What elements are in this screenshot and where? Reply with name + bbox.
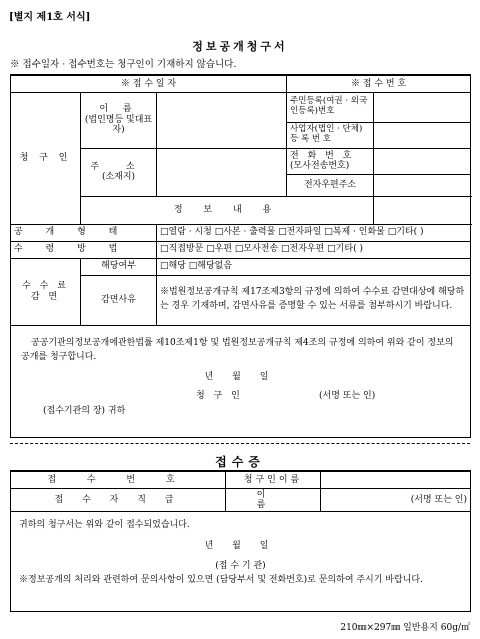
application-table (10, 74, 471, 438)
name-field[interactable] (157, 92, 287, 148)
content-label: 정 보 내 용 (81, 196, 374, 224)
statement-text: 공공기관의정보공개에관한법률 제10조제1항 및 법원정보공개규칙 제4조의 규정에 의하여 위와 같이 정보의 공개를 청구합니다. (21, 337, 454, 362)
receiver-title-label: 접 수 자 직 급 (11, 488, 226, 512)
fee-reason-text: ※법원정보공개규칙 제17조제3항의 규정에 의하여 수수료 감면대상에 해당하는 경우 기재하며, 감면사유를 증명할 수 있는 서류를 첨부하시기 바랍니다. (157, 275, 471, 325)
receiver-signature: (서명 또는 인) (321, 488, 471, 512)
fee-label: 수 수 료 감 면 (11, 258, 81, 325)
name-sub-label: (법인명등 및대표자) (84, 114, 153, 136)
address-field[interactable] (157, 148, 287, 196)
claimant-row (21, 391, 460, 403)
phone-field[interactable] (374, 148, 471, 174)
receipt-number-label: ※ 접 수 번 호 (287, 75, 471, 92)
form-type-options[interactable]: □열람 · 시청 □사본 · 출력물 □전자파일 □복제 · 인화물 □기타( ) (157, 224, 471, 241)
id-number-field[interactable] (374, 92, 471, 122)
receive-method-label: 수 령 방 법 (11, 241, 157, 258)
email-field[interactable] (374, 174, 471, 196)
applicant-name-field[interactable] (321, 471, 471, 488)
receiver-name-label: 이 름 (226, 488, 321, 512)
receipt-notice: ※정보공개의 처리와 관련하여 문의사항이 있으면 (담당부서 및 전화번호)로 문의하여 주시기 바랍니다. (19, 575, 423, 586)
content-field[interactable] (374, 196, 471, 224)
receipt-date-label: ※ 접 수 일 자 (11, 75, 287, 92)
fee-reason-label: 감면사유 (81, 275, 157, 325)
paper-spec: 210㎜×297㎜ 일반용지 60g/㎡ (340, 623, 470, 633)
receipt-body: 귀하의 청구서는 위와 같이 접수되었습니다. (19, 520, 190, 531)
phone-sub-label: (모사전송번호) (290, 161, 350, 171)
name-label: 이 름 (99, 104, 138, 115)
form-note: ※ 접수일자 · 접수번호는 청구인이 기재하지 않습니다. (10, 59, 237, 70)
address-sub-label: (소재지) (101, 172, 136, 182)
statement-cell (11, 325, 471, 437)
email-label: 전자우편주소 (287, 174, 374, 196)
address-label-cell (81, 148, 157, 196)
business-number-field[interactable] (374, 122, 471, 148)
claimant-label: 청 구 인 (196, 390, 243, 401)
applicant-label: 청 구 인 (11, 92, 81, 224)
form-number: [별지 제1호 서식] (9, 12, 91, 23)
receipt-org: (접 수 기 관) (215, 560, 266, 571)
phone-label: 전 화 번 호 (290, 150, 355, 161)
cut-line (10, 443, 470, 444)
fee-status-label: 해당여부 (81, 258, 157, 275)
receipt-body-cell (11, 512, 471, 612)
name-label-cell (81, 92, 157, 148)
receive-method-options[interactable]: □직접방문 □우편 □모사전송 □전자우편 □기타( ) (157, 241, 471, 258)
receipt-title: 접수증 (215, 455, 265, 469)
phone-label-cell (287, 148, 374, 174)
form-type-label: 공 개 형 태 (11, 224, 157, 241)
id-number-label: 주민등록(여권 · 외국인등록)번호 (287, 92, 374, 122)
claimant-signature: (서명 또는 인) (319, 390, 376, 401)
request-date: 년 월 일 (204, 372, 277, 383)
receipt-number-label-2: 접 수 번 호 (11, 471, 226, 488)
receipt-date: 년 월 일 (204, 540, 277, 551)
recipient: (접수기관의 장) 귀하 (43, 405, 126, 416)
applicant-name-label: 청구인이름 (226, 471, 321, 488)
fee-status-options[interactable]: □해당 □해당없음 (157, 258, 471, 275)
page-title: 정보공개청구서 (192, 40, 288, 53)
business-number-label: 사업자(법인 · 단체)등 록 번 호 (287, 122, 374, 148)
receipt-table (10, 470, 471, 612)
address-label: 주 소 (90, 161, 147, 172)
